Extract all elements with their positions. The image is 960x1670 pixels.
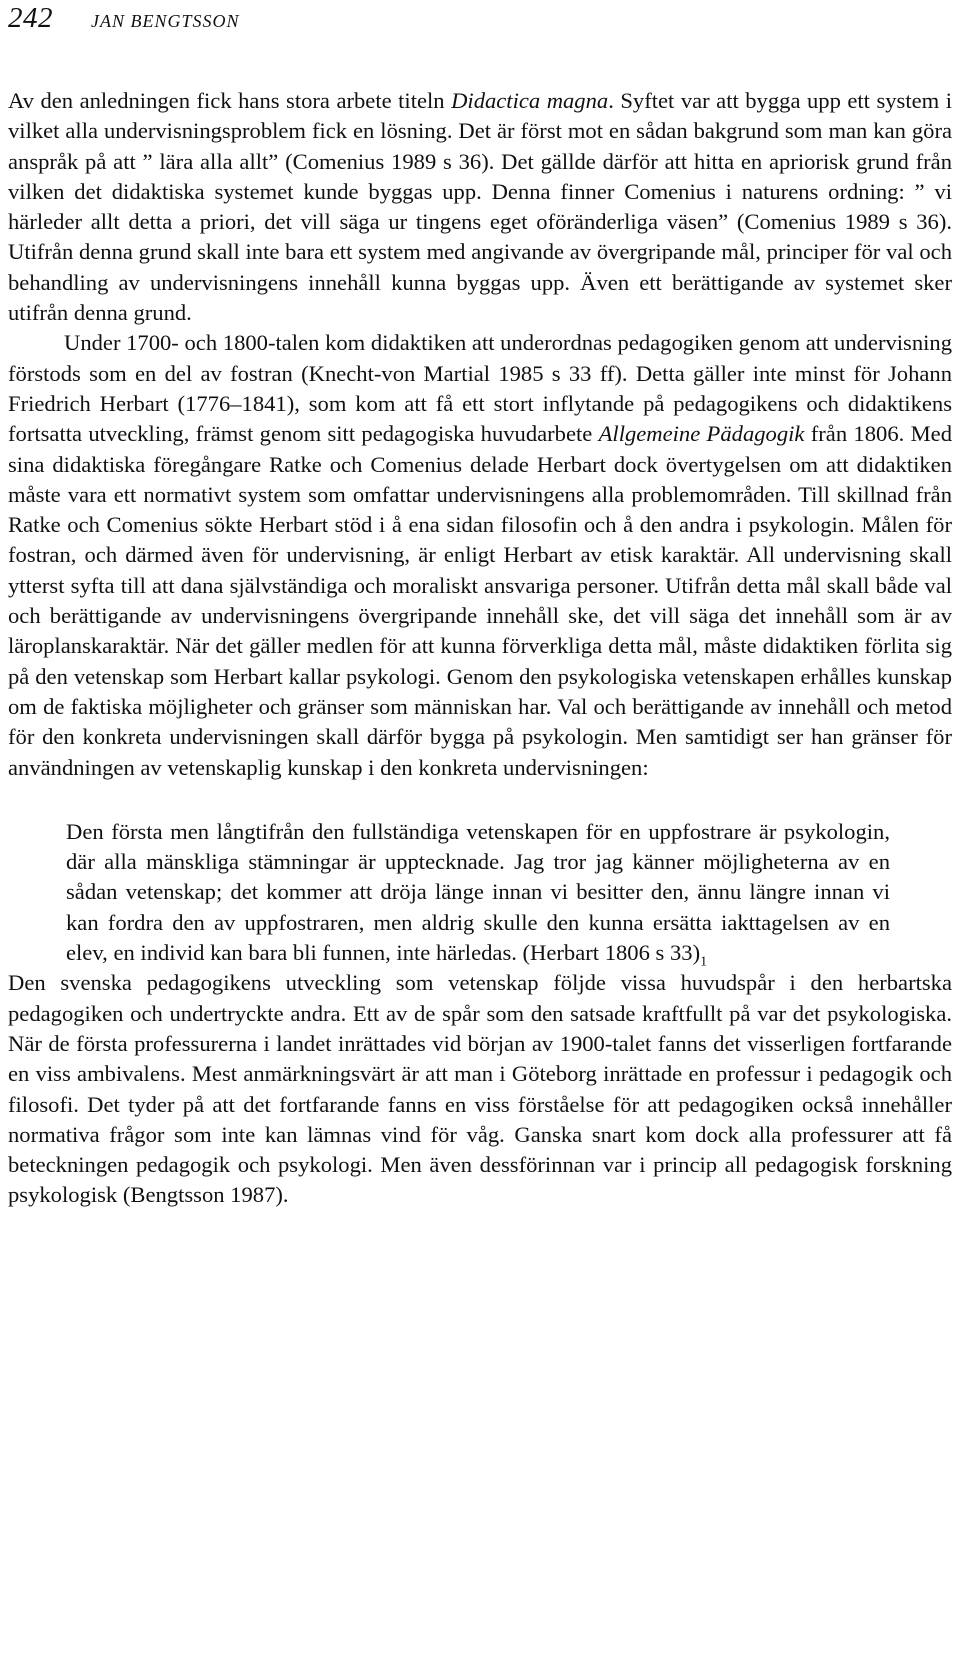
paragraph-2-text-a: Under 1700- och 1800-talen kom didaktiken att underordnas pedagogiken genom att undervisning förstods som en del av fostran (Knecht-von Martial 1985 s 33 ff). Detta gäller inte minst för Johann Friedrich Herbart (1776–1841), som kom att få ett stort inflytande på pedagogikens och didaktikens fortsatta utveckling, främst genom sitt pedagogiska huvudarbete	[8, 330, 952, 447]
paragraph-3: Den svenska pedagogikens utveckling som vetenskap följde vissa huvudspår i den herbartska pedagogiken och undertryckte andra. Ett av de spår som den satsade kraftfullt på var det psykologiska. När de första professurerna i landet inrättades vid början av 1900-talet fanns det visserligen fortfarande en viss ambivalens. Mest anmärkningsvärt är att man i Göteborg inrättade en professur i pedagogik och filosofi. Det tyder på att det fortfarande fanns en viss förståelse för att pedagogiken också innehåller normativa frågor som inte kan lämnas vind för våg. Ganska snart kom dock alla professurer att få beteckningen pedagogik och psykologi. Men även dessförinnan var i princip all pedagogisk forskning psykologisk (Bengtsson 1987).	[8, 970, 952, 1208]
footnote-mark: 1	[700, 954, 708, 970]
paragraph-1-text-b: . Syftet var att bygga upp ett system i vilket alla undervisningsproblem fick en lösning. Det är först mot en sådan bakgrund som man kan göra anspråk på att ” lära alla allt” (Comenius 1989 s 36). Det gällde därför att hitta en apriorisk grund från vilken det didaktiska systemet kunde byggas upp. Denna finner Comenius i naturens ordning: ” vi härleder allt detta a priori, det vill säga ur tingens eget oföränderliga väsen” (Comenius 1989 s 36). Utifrån denna grund skall inte bara ett system med angivande av övergripande mål, principer för val och behandling av undervisningens innehåll kunna byggas upp. Även ett berättigande av systemet sker utifrån denna grund.	[8, 88, 953, 326]
paragraph-2-text-b: från 1806. Med sina didaktiska föregångare Ratke och Comenius delade Herbart dock övertygelsen om att didaktiken måste vara ett normativt system som omfattar undervisningens alla problemområden. Till skillnad från Ratke och Comenius sökte Herbart stöd i å ena sidan filosofin och å den andra i psykologin. Målen för fostran, och därmed även för undervisning, är enligt Herbart av etisk karaktär. All undervisning skall ytterst syfta till att dana självständiga och moraliskt ansvariga personer. Utifrån detta mål skall både val och berättigande av undervisningens övergripande innehåll ske, det vill säga det innehåll som är av läroplanskaraktär. När det gäller medlen för att kunna förverkliga detta mål, måste didaktiken förlita sig på den vetenskap som Herbart kallar psykologi. Genom den psykologiska vetenskapen erhålles kunskap om de faktiska möjligheter och gränser som människan har. Val och berättigande av innehåll och metod för den konkreta undervisningen skall därför bygga på psykologin. Men samtidigt ser han gränser för användningen av vetenskaplig kunskap i den konkreta undervisningen:	[8, 421, 952, 780]
running-head	[8, 2, 240, 42]
paragraph-2-book-title: Allgemeine Pädagogik	[598, 421, 805, 447]
page-number: 242	[8, 2, 53, 34]
body-text	[8, 86, 952, 1211]
block-quote	[66, 817, 890, 968]
running-head-author: JAN BENGTSSON	[91, 11, 240, 31]
block-quote-text: Den första men långtifrån den fullständiga vetenskapen för en uppfostrare är psykologin, där alla mänskliga stämningar är upptecknade. Jag tror jag känner möjligheterna av en sådan vetenskap; det kommer att dröja länge innan vi besitter den, ännu längre innan vi kan fordra den av uppfostraren, men aldrig skulle den kunna ersätta iakttagelsen av en elev, en individ kan bara bli funnen, inte härledas. (Herbart 1806 s 33)	[66, 818, 890, 966]
paragraph-1-text-a: Av den anledningen fick hans stora arbete titeln	[8, 88, 452, 113]
paragraph-2	[8, 328, 952, 782]
paragraph-1	[8, 86, 952, 328]
paragraph-1-book-title: Didactica magna	[451, 88, 609, 113]
